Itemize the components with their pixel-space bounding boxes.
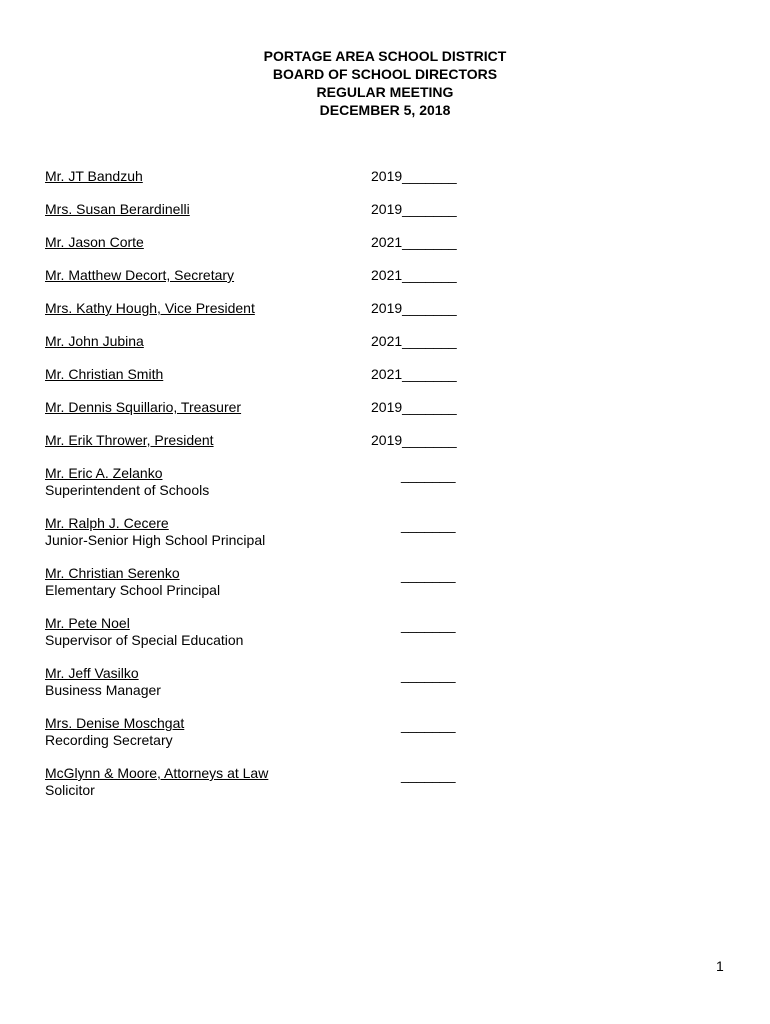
member-term: 2021_______ xyxy=(371,234,457,250)
staff-attendance-blank: _______ xyxy=(401,617,456,633)
member-term: 2019_______ xyxy=(371,201,457,217)
board-member-row xyxy=(45,234,465,267)
staff-name: Mr. Pete Noel xyxy=(45,615,130,631)
meeting-type: REGULAR MEETING xyxy=(316,84,454,100)
document-header xyxy=(0,47,770,119)
staff-attendance-blank: _______ xyxy=(401,467,456,483)
board-member-row xyxy=(45,267,465,300)
board-title: BOARD OF SCHOOL DIRECTORS xyxy=(272,66,498,82)
staff-name: Mr. Eric A. Zelanko xyxy=(45,465,163,481)
staff-role: Elementary School Principal xyxy=(45,582,221,598)
staff-name: Mr. Jeff Vasilko xyxy=(45,665,139,681)
staff-attendance-blank: _______ xyxy=(401,767,456,783)
board-member-row xyxy=(45,432,465,465)
staff-attendance-blank: _______ xyxy=(401,567,456,583)
district-title: PORTAGE AREA SCHOOL DISTRICT xyxy=(263,48,507,64)
staff-attendance-blank: _______ xyxy=(401,717,456,733)
board-member-row xyxy=(45,201,465,234)
member-name: Mr. Dennis Squillario, Treasurer xyxy=(45,399,242,415)
board-member-row xyxy=(45,366,465,399)
member-name: Mr. Matthew Decort, Secretary xyxy=(45,267,235,283)
member-name: Mr. Jason Corte xyxy=(45,234,144,250)
staff-row xyxy=(45,565,465,615)
member-term: 2019_______ xyxy=(371,399,457,415)
member-name: Mr. Christian Smith xyxy=(45,366,164,382)
staff-role: Business Manager xyxy=(45,682,161,698)
member-term: 2021_______ xyxy=(371,366,457,382)
board-member-row xyxy=(45,399,465,432)
staff-name: Mr. Ralph J. Cecere xyxy=(45,515,169,531)
member-name: Mr. JT Bandzuh xyxy=(45,168,143,184)
staff-name: Mrs. Denise Moschgat xyxy=(45,715,185,731)
staff-row xyxy=(45,515,465,565)
staff-role: Supervisor of Special Education xyxy=(45,632,244,648)
staff-attendance-blank: _______ xyxy=(401,517,456,533)
page-number: 1 xyxy=(716,958,724,974)
staff-attendance-blank: _______ xyxy=(401,667,456,683)
staff-row xyxy=(45,465,465,515)
attendance-roster xyxy=(45,168,465,815)
staff-row xyxy=(45,615,465,665)
board-member-row xyxy=(45,333,465,366)
member-term: 2021_______ xyxy=(371,333,457,349)
staff-row xyxy=(45,715,465,765)
member-term: 2019_______ xyxy=(371,168,457,184)
member-name: Mrs. Kathy Hough, Vice President xyxy=(45,300,255,316)
member-name: Mr. Erik Thrower, President xyxy=(45,432,214,448)
staff-name: McGlynn & Moore, Attorneys at Law xyxy=(45,765,269,781)
staff-name: Mr. Christian Serenko xyxy=(45,565,180,581)
staff-role: Solicitor xyxy=(45,782,95,798)
member-term: 2019_______ xyxy=(371,432,457,448)
member-term: 2019_______ xyxy=(371,300,457,316)
board-member-row xyxy=(45,168,465,201)
board-member-row xyxy=(45,300,465,333)
staff-role: Junior-Senior High School Principal xyxy=(45,532,266,548)
member-name: Mrs. Susan Berardinelli xyxy=(45,201,190,217)
meeting-date: DECEMBER 5, 2018 xyxy=(319,102,451,118)
member-name: Mr. John Jubina xyxy=(45,333,144,349)
staff-row xyxy=(45,765,465,815)
staff-role: Superintendent of Schools xyxy=(45,482,210,498)
staff-role: Recording Secretary xyxy=(45,732,173,748)
staff-row xyxy=(45,665,465,715)
member-term: 2021_______ xyxy=(371,267,457,283)
board-members-list xyxy=(45,168,465,465)
staff-list xyxy=(45,465,465,815)
